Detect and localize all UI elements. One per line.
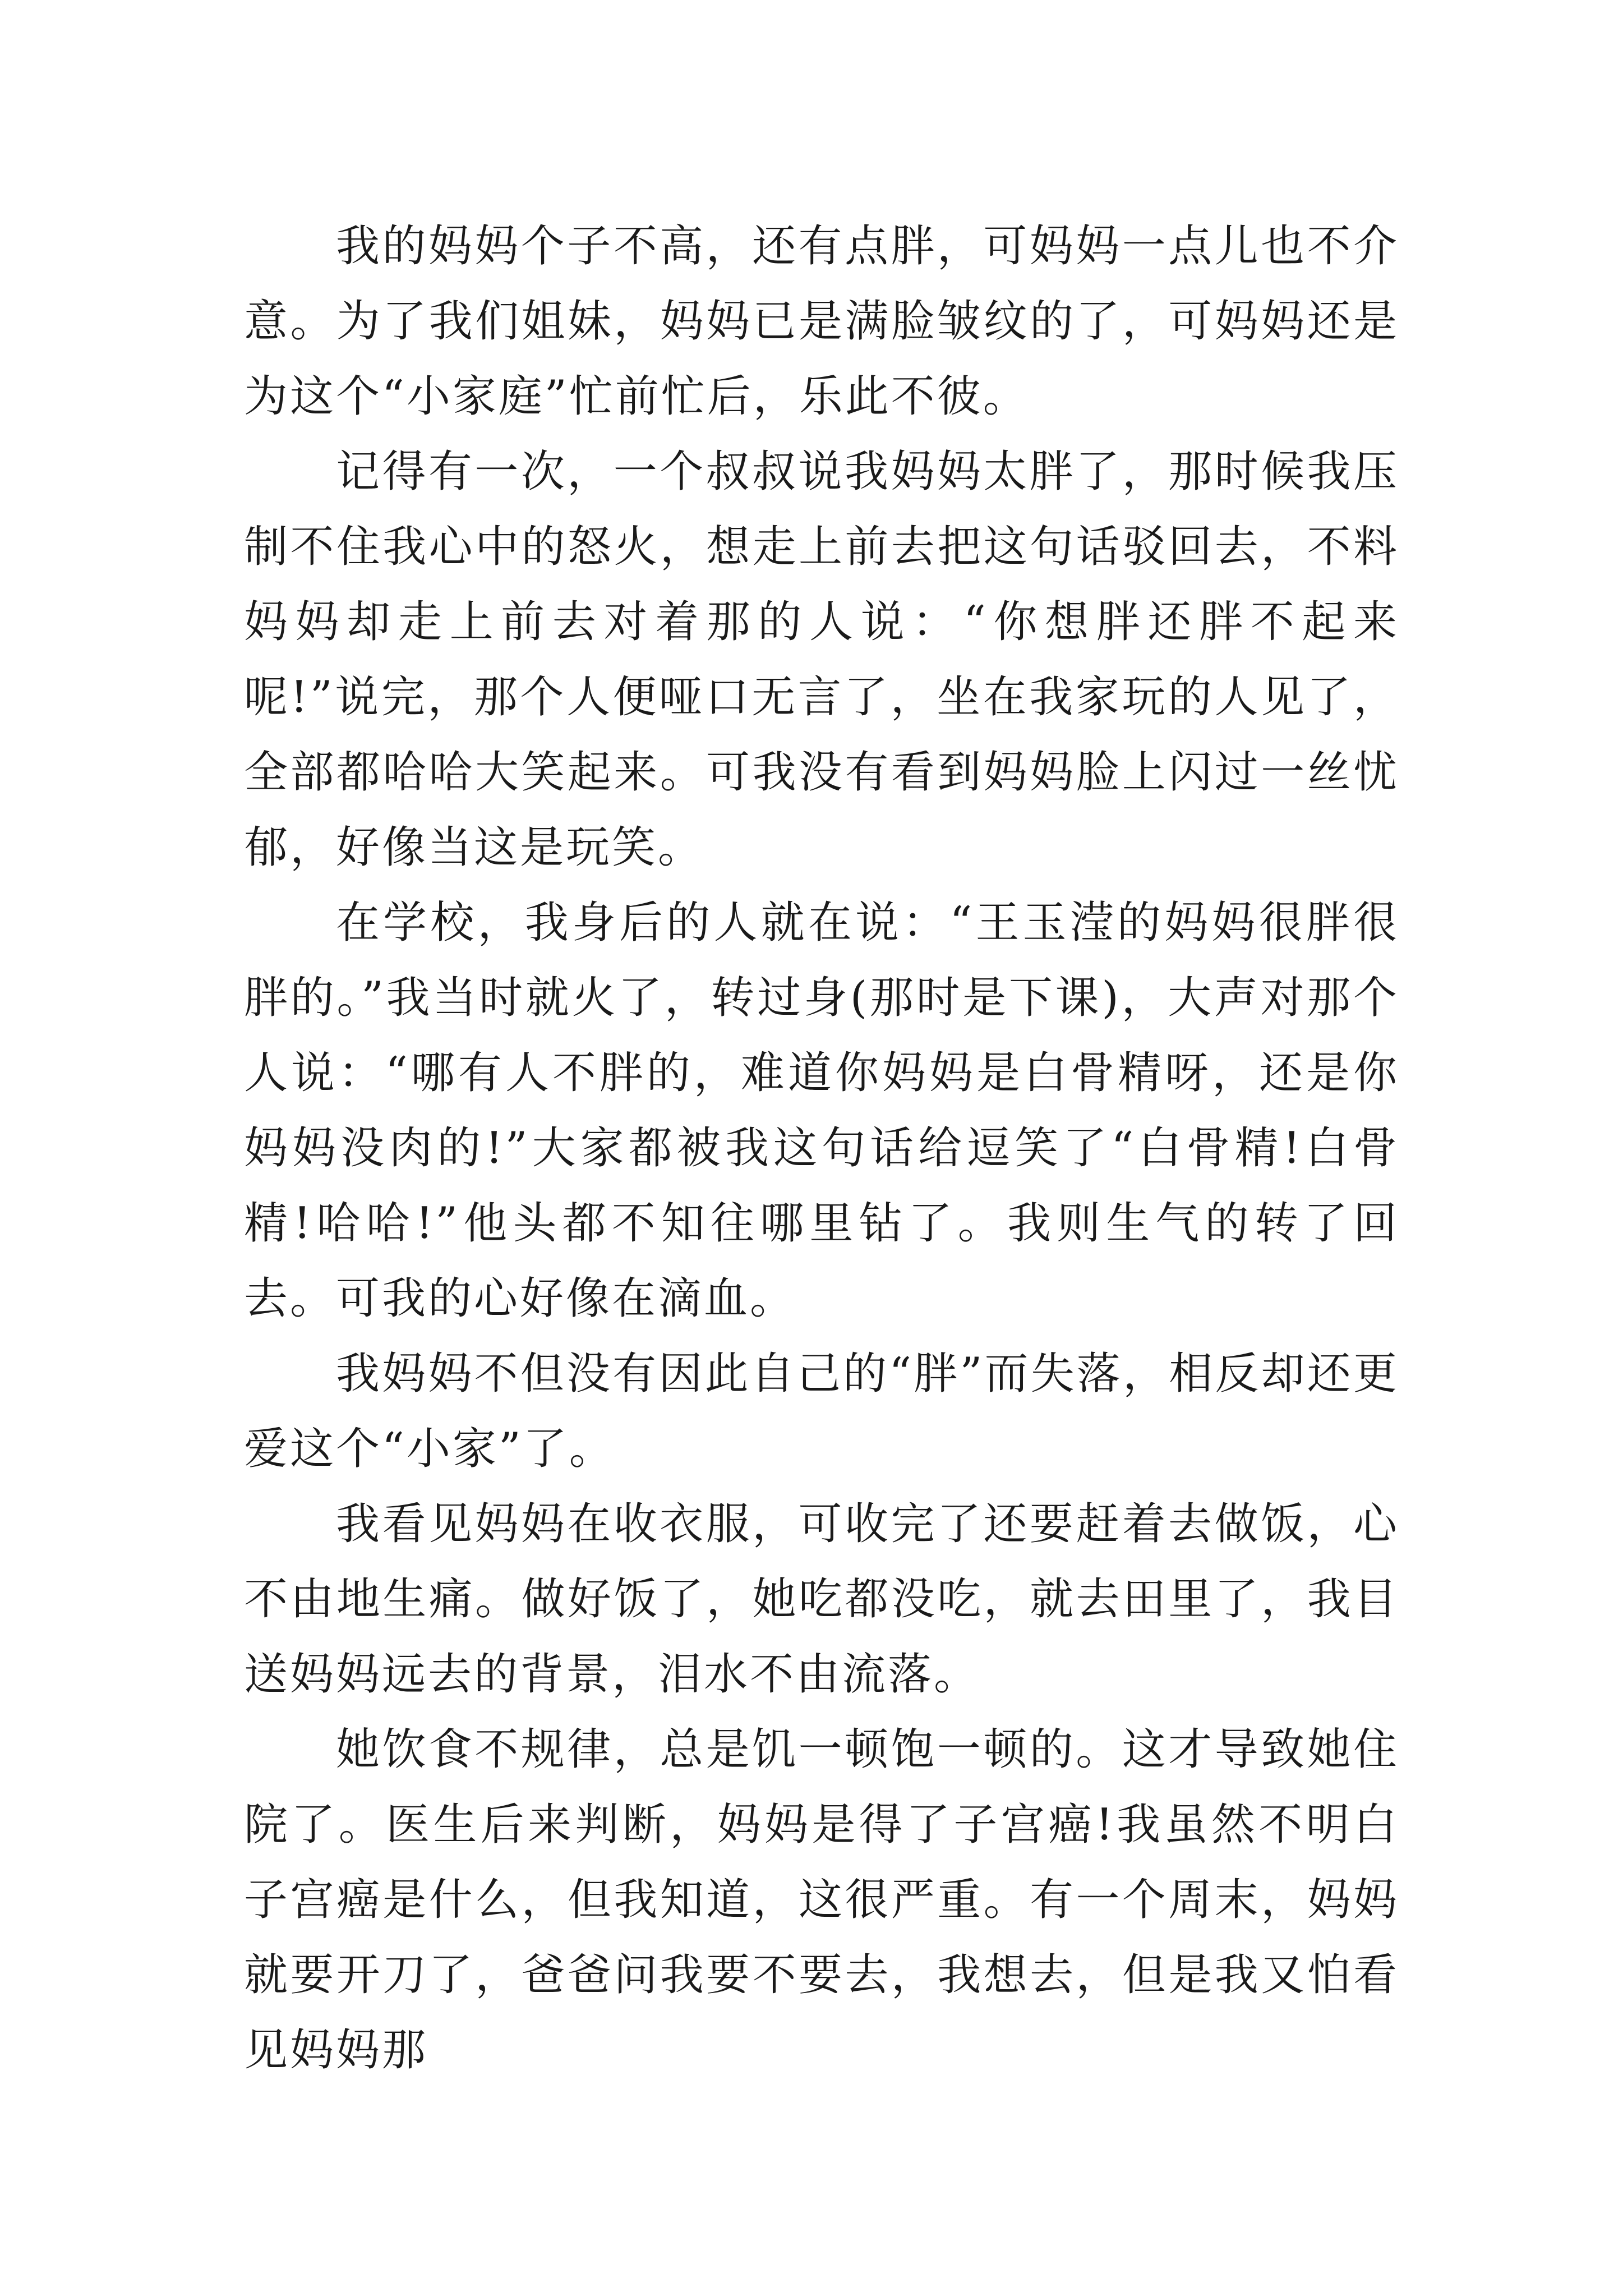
- paragraph-6: 她饮食不规律，总是饥一顿饱一顿的。这才导致她住院了。医生后来判断，妈妈是得了子宫癌!我虽然不明白子宫癌是什么，但我知道，这很严重。有一个周末，妈妈就要开刀了，爸爸问我要不要去，我想去，但是我又怕看见妈妈那: [244, 1724, 1399, 2076]
- paragraph-1: 我的妈妈个子不高，还有点胖，可妈妈一点儿也不介意。为了我们姐妹，妈妈已是满脸皱纹的了，可妈妈还是为这个“小家庭”忙前忙后，乐此不彼。: [244, 221, 1399, 422]
- article-body: [244, 209, 1399, 2088]
- paragraph-3: 在学校，我身后的人就在说：“王玉滢的妈妈很胖很胖的。”我当时就火了，转过身(那时是下课)，大声对那个人说：“哪有人不胖的，难道你妈妈是白骨精呀，还是你妈妈没肉的!”大家都被我这句话给逗笑了“白骨精!白骨精!哈哈!”他头都不知往哪里钻了。我则生气的转了回去。可我的心好像在滴血。: [244, 898, 1399, 1324]
- paragraph-5: 我看见妈妈在收衣服，可收完了还要赶着去做饭，心不由地生痛。做好饭了，她吃都没吃，就去田里了，我目送妈妈远去的背景，泪水不由流落。: [244, 1499, 1399, 1700]
- paragraph-2: 记得有一次，一个叔叔说我妈妈太胖了，那时候我压制不住我心中的怒火，想走上前去把这句话驳回去，不料妈妈却走上前去对着那的人说：“你想胖还胖不起来呢!”说完，那个人便哑口无言了，坐在我家玩的人见了，全部都哈哈大笑起来。可我没有看到妈妈脸上闪过一丝忧郁，好像当这是玩笑。: [244, 447, 1399, 873]
- paragraph-4: 我妈妈不但没有因此自己的“胖”而失落，相反却还更爱这个“小家”了。: [244, 1349, 1399, 1474]
